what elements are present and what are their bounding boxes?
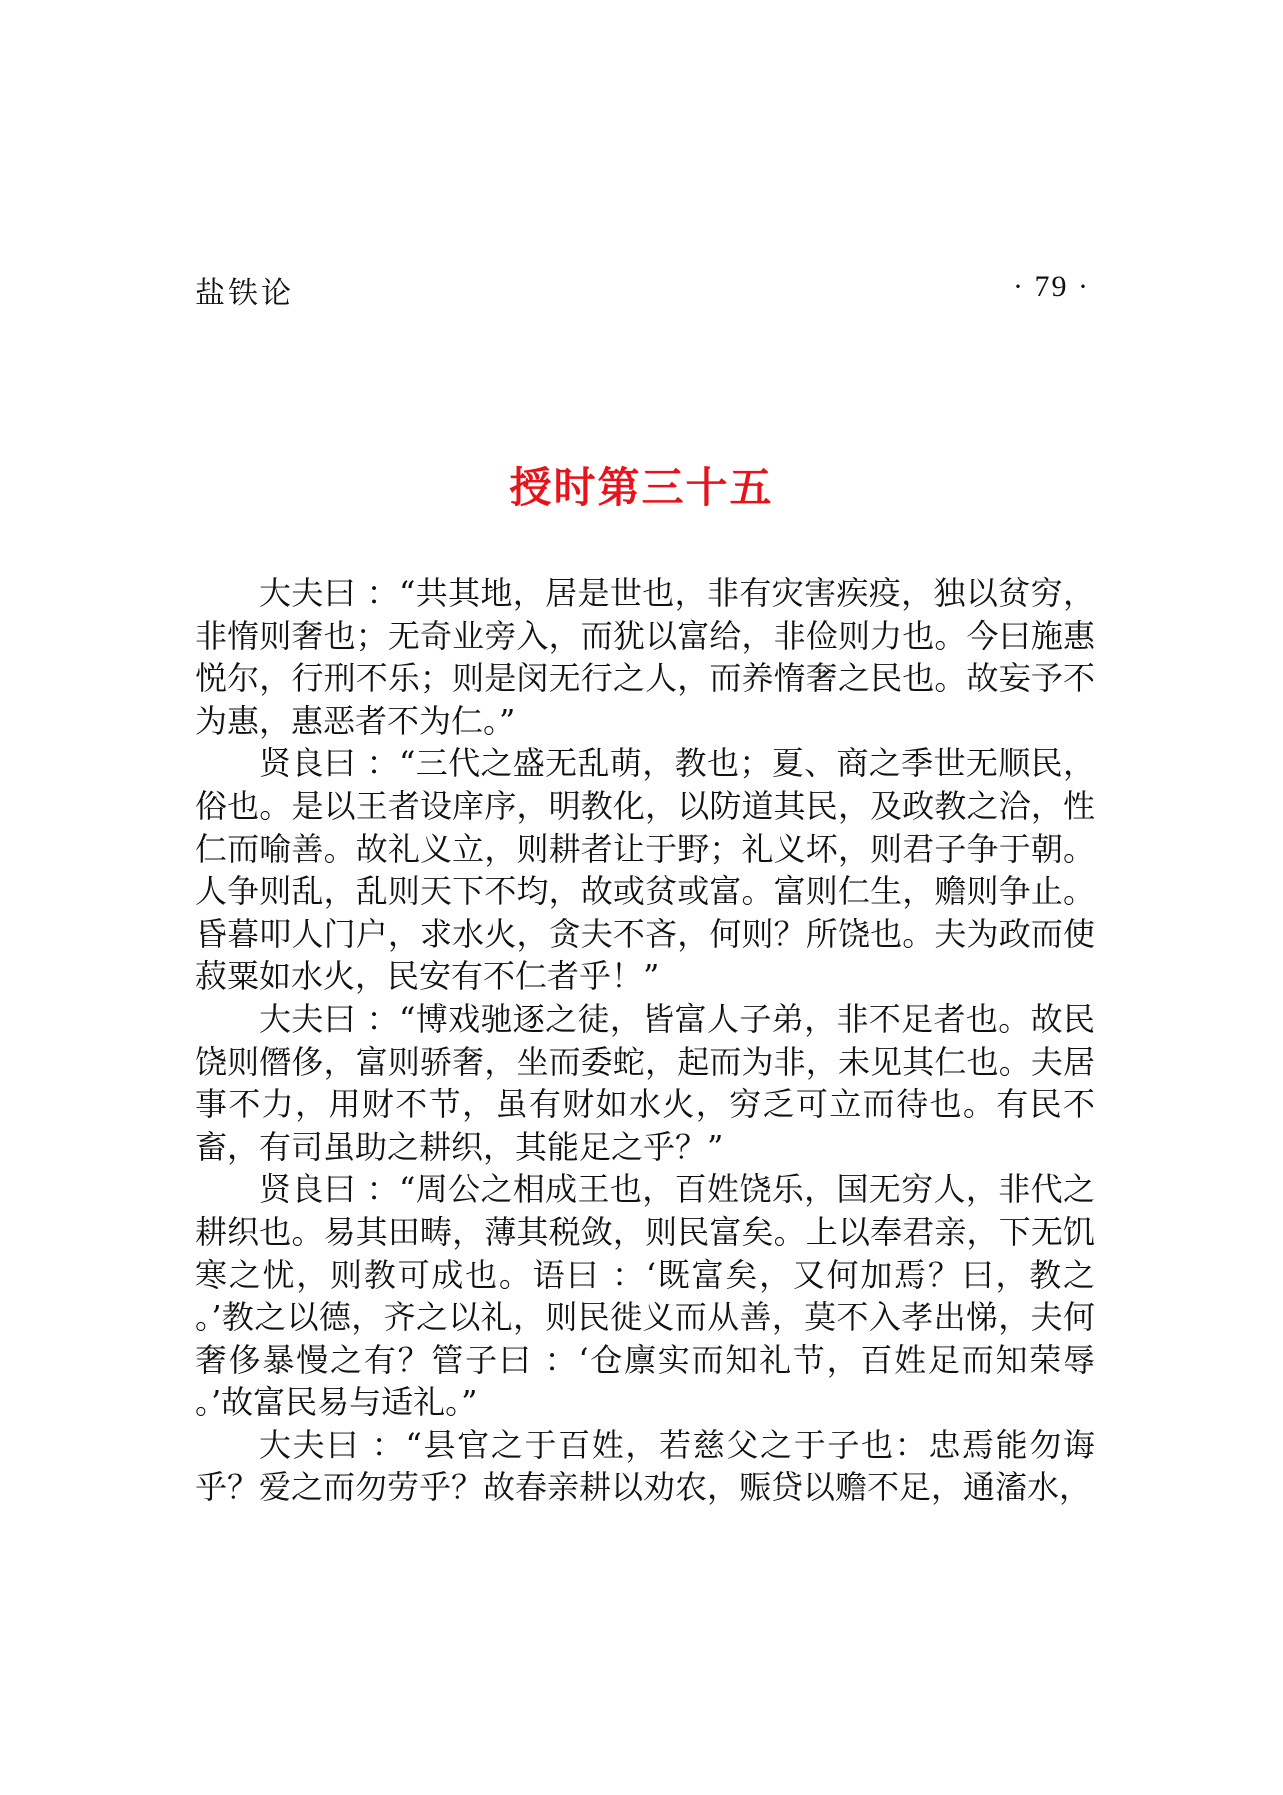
chapter-title: 授时第三十五: [509, 463, 774, 512]
paragraph: 贤良曰 ：“周公之相成王也，百姓饶乐，国无穷人，非代之耕织也。易其田畴，薄其税敛，则民富矣。上以奉君亲，下无饥寒之忧，则教可成也。语曰 ：‘既富矣，又何加焉？曰，教之 。’教之以德，齐之以礼，则民徙义而从善，莫不入孝出悌，夫何奢侈暴慢之有？管子曰 ：‘仓廪实而知礼节，百姓足而知荣辱 。’故富民易与适礼。”: [195, 1170, 1095, 1422]
paragraph: 大夫曰 ：“共其地，居是世也，非有灾害疾疫，独以贫穷，非惰则奢也；无奇业旁入，而犹以富给，非俭则力也。今曰施惠悦尔，行刑不乐；则是闵无行之人，而养惰奢之民也。故妄予不为惠，惠恶者不为仁。”: [195, 574, 1095, 740]
paragraph: 大夫曰 ：“县官之于百姓，若慈父之于子也：忠焉能勿诲乎？爱之而勿劳乎？故春亲耕以劝农，赈贷以赡不足，通滀水，: [195, 1425, 1095, 1507]
paragraph: 贤良曰 ：“三代之盛无乱萌，教也；夏、商之季世无顺民，俗也。是以王者设庠序，明教化，以防道其民，及政教之洽，性仁而喻善。故礼义立，则耕者让于野；礼义坏，则君子争于朝。人争则乱，乱则天下不均，故或贫或富。富则仁生，赡则争止。昏暮叩人门户，求水火，贪夫不吝，何则？所饶也。夫为政而使菽粟如水火，民安有不仁者乎！”: [195, 744, 1095, 996]
paragraph: 大夫曰 ：“博戏驰逐之徒，皆富人子弟，非不足者也。故民饶则僭侈，富则骄奢，坐而委蛇，起而为非，未见其仁也。夫居事不力，用财不节，虽有财如水火，穷乏可立而待也。有民不畜，有司虽助之耕织，其能足之乎？”: [195, 999, 1095, 1166]
body-text: [195, 572, 1095, 1509]
page-number: · 79 ·: [1013, 270, 1090, 303]
running-head-title: 盐铁论: [195, 276, 294, 311]
